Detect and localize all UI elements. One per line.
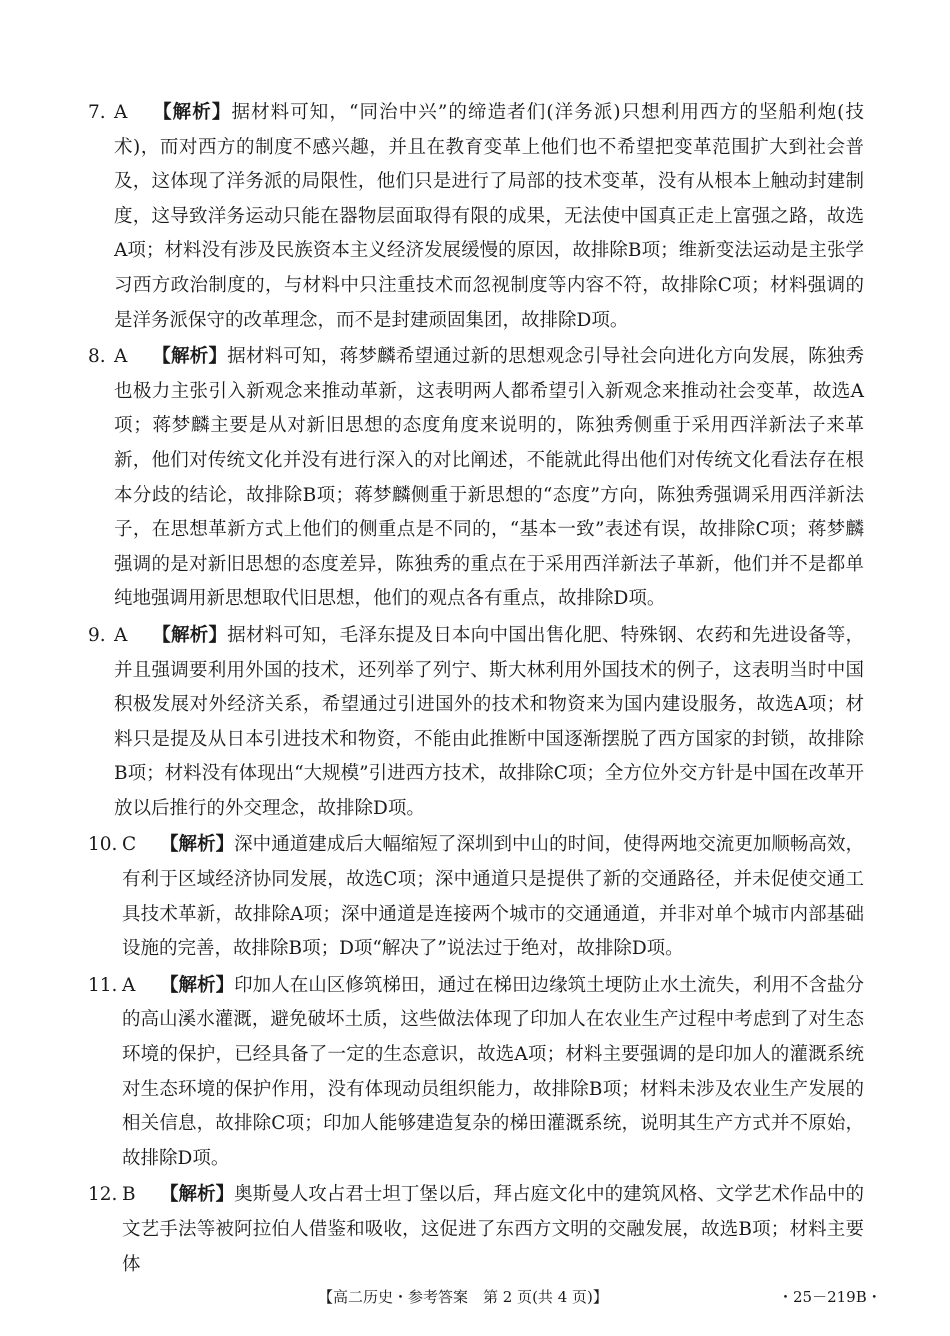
- analysis-tag: 【解析】: [160, 834, 235, 856]
- answer-item-8: [88, 340, 864, 617]
- analysis-text: 印加人在山区修筑梯田，通过在梯田边缘筑土埂防止水土流失，利用不含盐分的高山溪水灌溉，避免破坏土质，这些做法体现了印加人在农业生产过程中考虑到了对生态环境的保护，已经具备了一定的生态意识，故选A项；材料主要强调的是印加人的灌溉系统对生态环境的保护作用，没有体现动员组织能力，故排除B项；材料未涉及农业生产发展的相关信息，故排除C项；印加人能够建造复杂的梯田灌溉系统，说明其生产方式并不原始，故排除D项。: [122, 974, 864, 1169]
- answer-choice: A: [114, 102, 128, 123]
- page-footer: [0, 1282, 950, 1312]
- answer-choice: A: [114, 346, 128, 368]
- analysis-text: 据材料可知，蒋梦麟希望通过新的思想观念引导社会向进化方向发展，陈独秀也极力主张引入新观念来推动革新，这表明两人都希望引入新观念来推动社会变革，故选A项；蒋梦麟主要是从对新旧思想的态度角度来说明的，陈独秀侧重于采用西洋新法子来革新，他们对传统文化并没有进行深入的对比阐述，不能就此得出他们对传统文化看法存在根本分歧的结论，故排除B项；蒋梦麟侧重于新思想的“态度”方向，陈独秀强调采用西洋新法子，在思想革新方式上他们的侧重点是不同的，“基本一致”表述有误，故排除C项；蒋梦麟强调的是对新旧思想的态度差异，陈独秀的重点在于采用西洋新法子革新，他们并不是都单纯地强调用新思想取代旧思想，他们的观点各有重点，故排除D项。: [114, 346, 864, 610]
- analysis-text: 据材料可知，毛泽东提及日本向中国出售化肥、特殊钢、农药和先进设备等，并且强调要利用外国的技术，还列举了列宁、斯大林利用外国技术的例子，这表明当时中国积极发展对外经济关系，希望通过引进国外的技术和物资来为国内建设服务，故选A项；材料只是提及从日本引进技术和物资，不能由此推断中国逐渐摆脱了西方国家的封锁，故排除B项；材料没有体现出“大规模”引进西方技术，故排除C项；全方位外交方针是中国在改革开放以后推行的外交理念，故排除D项。: [114, 624, 864, 819]
- answer-item-10: [88, 828, 864, 966]
- question-number: 7.: [88, 102, 106, 123]
- answer-item-7: [88, 96, 864, 338]
- analysis-tag: 【解析】: [152, 102, 232, 123]
- answer-list: [88, 96, 864, 1284]
- answer-item-9: [88, 619, 864, 827]
- analysis-tag: 【解析】: [160, 974, 235, 996]
- answer-item-11: [88, 969, 864, 1177]
- question-number: 8.: [88, 346, 106, 368]
- question-number: 10.: [88, 834, 118, 856]
- answer-choice: C: [122, 834, 137, 856]
- answer-choice: A: [114, 624, 128, 646]
- footer-code: ・25－219B・: [778, 1288, 882, 1306]
- question-number: 9.: [88, 624, 106, 646]
- answer-item-12: [88, 1178, 864, 1282]
- question-number: 11.: [88, 974, 118, 996]
- footer-title: 【高二历史・参考答案 第 2 页(共 4 页)】: [318, 1288, 608, 1306]
- analysis-tag: 【解析】: [152, 624, 228, 646]
- question-number: 12.: [88, 1184, 118, 1206]
- analysis-text: 据材料可知，“同治中兴”的缔造者们(洋务派)只想利用西方的坚船利炮(技术)，而对西方的制度不感兴趣，并且在教育变革上他们也不希望把变革范围扩大到社会普及，这体现了洋务派的局限性，他们只是进行了局部的技术变革，没有从根本上触动封建制度，这导致洋务运动只能在器物层面取得有限的成果，无法使中国真正走上富强之路，故选A项；材料没有涉及民族资本主义经济发展缓慢的原因，故排除B项；维新变法运动是主张学习西方政治制度的，与材料中只注重技术而忽视制度等内容不符，故排除C项；材料强调的是洋务派保守的改革理念，而不是封建顽固集团，故排除D项。: [114, 102, 864, 331]
- answer-choice: A: [122, 974, 136, 996]
- analysis-tag: 【解析】: [152, 346, 228, 368]
- analysis-text: 深中通道建成后大幅缩短了深圳到中山的时间，使得两地交流更加顺畅高效，有利于区域经济协同发展，故选C项；深中通道只是提供了新的交通路径，并未促使交通工具技术革新，故排除A项；深中通道是连接两个城市的交通通道，并非对单个城市内部基础设施的完善，故排除B项；D项“解决了”说法过于绝对，故排除D项。: [122, 834, 864, 960]
- answer-choice: B: [122, 1184, 136, 1206]
- analysis-tag: 【解析】: [160, 1184, 235, 1206]
- analysis-text: 奥斯曼人攻占君士坦丁堡以后，拜占庭文化中的建筑风格、文学艺术作品中的文艺手法等被阿拉伯人借鉴和吸收，这促进了东西方文明的交融发展，故选B项；材料主要体: [122, 1184, 864, 1275]
